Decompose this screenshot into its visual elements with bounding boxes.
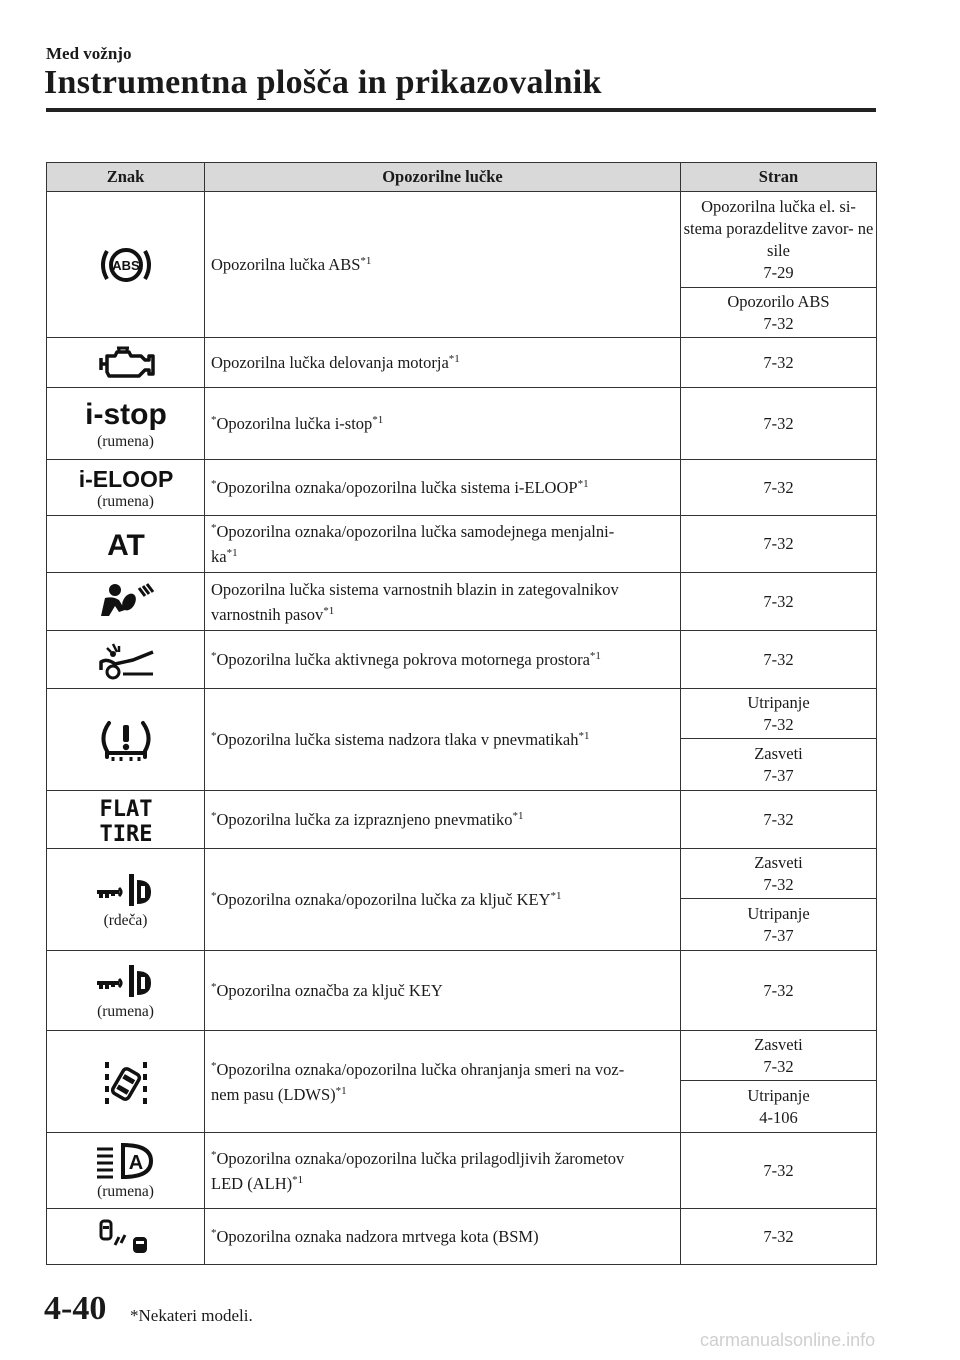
row-desc: Opozorilna lučka ABS (211, 255, 361, 274)
row-desc: Opozorilna oznaka/opozorilna lučka samodejnega menjalni- (216, 522, 615, 541)
page-ref-label: Zasveti (754, 852, 803, 872)
row-desc: Opozorilna lučka sistema varnostnih blazin in zategovalnikov (211, 579, 619, 599)
flat-tire-icon (86, 795, 166, 845)
tpms-icon (95, 717, 157, 763)
ldws-icon (95, 1056, 157, 1108)
page-ref: 7-32 (763, 714, 794, 734)
svg-text:i-stop: i-stop (84, 397, 167, 431)
page-ref: 7-32 (681, 631, 877, 689)
abs-icon (95, 243, 157, 287)
svg-text:FLAT: FLAT (99, 796, 152, 822)
table-row: (rumena) *Opozorilna označba za ključ KEY 7-32 (47, 951, 877, 1031)
page-ref: 7-29 (763, 262, 794, 282)
section-label: Med vožnjo (46, 44, 132, 63)
table-row: Opozorilna lučka delovanja motorja$^{*1}$ 7-32 (47, 338, 877, 388)
header-page: Stran (681, 163, 877, 192)
page-ref: 7-32 (681, 388, 877, 460)
page-ref: 4-106 (759, 1107, 798, 1127)
page-ref: 7-32 (763, 874, 794, 894)
page-ref: 7-32 (763, 1056, 794, 1076)
row-desc: Opozorilna oznaka/opozorilna lučka prilagodljivih žarometov (216, 1148, 625, 1168)
svg-text:AT: AT (106, 529, 145, 562)
table-header-row (47, 163, 877, 192)
page-ref: 7-32 (681, 338, 877, 388)
at-icon (95, 529, 157, 562)
page-ref-label: Opozorilna lučka el. si- stema porazdelitve zavor- ne sile (683, 196, 874, 260)
row-desc: Opozorilna lučka aktivnega pokrova motornega prostora (216, 650, 590, 669)
active-bonnet-icon (93, 640, 159, 680)
color-label: (rumena) (97, 492, 154, 510)
footnote: *Nekateri modeli. (130, 1306, 253, 1325)
page-ref-label: Opozorilo ABS (727, 291, 830, 311)
page-ref: 7-37 (763, 765, 794, 785)
key-amber-icon (93, 961, 159, 1001)
row-desc: Opozorilna lučka za izpraznjeno pnevmatiko (216, 810, 513, 829)
bsm-icon (95, 1217, 157, 1257)
page-ref-label: Zasveti (754, 1034, 803, 1054)
row-desc: Opozorilna oznaka/opozorilna lučka sistema i-ELOOP (216, 478, 578, 497)
table-row: FLAT TIRE *Opozorilna lučka za izpraznjeno pnevmatiko$^{*1}$ 7-32 (47, 791, 877, 849)
page-ref-label: Utripanje (747, 692, 810, 712)
alh-icon (93, 1141, 159, 1181)
i-stop-icon (86, 397, 166, 431)
row-desc-cont: nem pasu (LDWS) (211, 1084, 336, 1104)
table-row: i-ELOOP (rumena) *Opozorilna oznaka/opozorilna lučka sistema i-ELOOP$^{*1}$ 7-32 (47, 460, 877, 516)
page-ref: 7-32 (681, 573, 877, 631)
page-ref: 7-32 (681, 516, 877, 573)
page-ref-label: Utripanje (747, 1085, 810, 1105)
page-ref: 7-37 (763, 925, 794, 945)
table-row: i-stop (rumena) *Opozorilna lučka i-stop$^{*1}$ 7-32 (47, 388, 877, 460)
page-ref: 7-32 (763, 313, 794, 333)
table-row: Opozorilna lučka sistema varnostnih blazin in zategovalnikov varnostnih pasov$^{*1}$ 7-32 (47, 573, 877, 631)
table-row: (rdeča) *Opozorilna oznaka/opozorilna lučka za ključ KEY$^{*1}$ Zasveti 7-32 (47, 849, 877, 899)
table-row: AT *Opozorilna oznaka/opozorilna lučka samodejnega menjalni- $ka^{*1}$ 7-32 (47, 516, 877, 573)
svg-text:ABS: ABS (111, 257, 140, 273)
svg-text:A: A (128, 1151, 143, 1174)
page-ref-label: Utripanje (747, 903, 810, 923)
page-ref: 7-32 (681, 791, 877, 849)
row-desc: Opozorilna lučka delovanja motorja (211, 353, 449, 372)
page-ref-label: Zasveti (754, 743, 803, 763)
table-row: A (rumena) *Opozorilna oznaka/opozorilna lučka prilagodljivih žarometov LED (ALH)$^{*1}$ 7-32 (47, 1133, 877, 1209)
table-row: *Opozorilna oznaka/opozorilna lučka ohranjanja smeri na voz- nem pasu (LDWS)$^{*1}$ Zasveti 7-32 (47, 1031, 877, 1081)
table-row: *Opozorilna oznaka nadzora mrtvega kota (BSM) 7-32 (47, 1209, 877, 1265)
warning-lights-table (46, 162, 877, 1265)
color-label: (rumena) (97, 1182, 154, 1200)
header-warning-lights: Opozorilne lučke (205, 163, 681, 192)
row-desc: Opozorilna oznaka/opozorilna lučka za ključ KEY (216, 890, 551, 909)
row-desc: Opozorilna lučka i-stop (216, 414, 373, 433)
row-desc: Opozorilna oznaka/opozorilna lučka ohranjanja smeri na voz- (216, 1059, 625, 1079)
row-desc-cont: ka (211, 547, 227, 566)
svg-text:i-ELOOP: i-ELOOP (78, 465, 173, 492)
svg-text:TIRE: TIRE (99, 821, 152, 847)
page-ref: 7-32 (681, 460, 877, 516)
page-number: 4-40 (44, 1290, 107, 1327)
table-row: *Opozorilna lučka aktivnega pokrova motornega prostora$^{*1}$ 7-32 (47, 631, 877, 689)
title-rule (46, 108, 876, 112)
row-desc: Opozorilna označba za ključ KEY (216, 981, 443, 1000)
row-desc-cont: varnostnih pasov (211, 604, 324, 624)
table-row: *Opozorilna lučka sistema nadzora tlaka v pnevmatikah$^{*1}$ Utripanje 7-32 (47, 689, 877, 739)
airbag-icon (95, 582, 157, 622)
color-label: (rumena) (97, 1002, 154, 1020)
row-desc-cont: LED (ALH) (211, 1173, 293, 1193)
page-title: Instrumentna plošča in prikazovalnik (44, 64, 602, 101)
page-ref: 7-32 (681, 1209, 877, 1265)
table-row: ABS Opozorilna lučka ABS$^{*1}$ Opozorilna lučka el. si- stema porazdelitve zavor- ne sile 7-29 (47, 192, 877, 288)
watermark: carmanualsonline.info (700, 1330, 876, 1350)
i-eloop-icon (78, 465, 173, 492)
row-desc: Opozorilna lučka sistema nadzora tlaka v pnevmatikah (216, 730, 579, 749)
row-desc: Opozorilna oznaka nadzora mrtvega kota (BSM) (216, 1227, 539, 1246)
header-symbol: Znak (47, 163, 205, 192)
page-ref: 7-32 (681, 951, 877, 1031)
color-label: (rumena) (97, 432, 154, 450)
color-label: (rdeča) (103, 911, 148, 929)
engine-icon (95, 346, 157, 380)
key-red-icon (93, 870, 159, 910)
page-ref: 7-32 (681, 1133, 877, 1209)
